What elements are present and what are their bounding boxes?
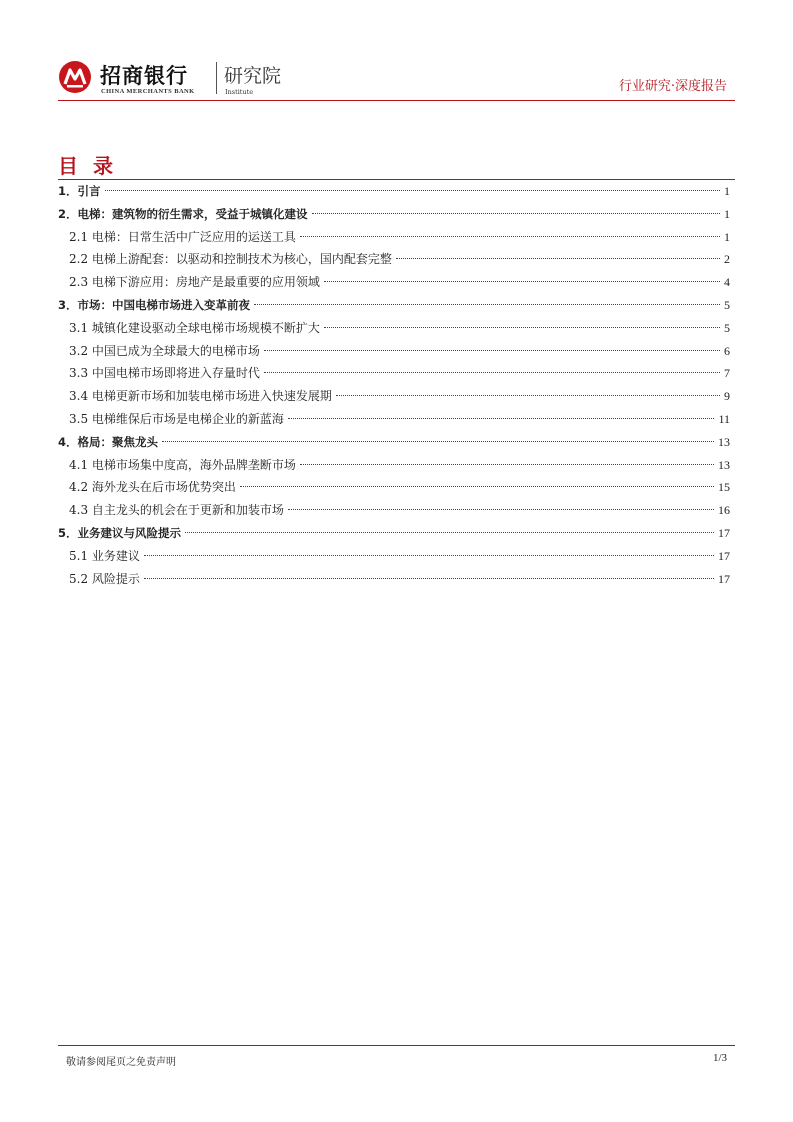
toc-leader-dots [254,304,720,305]
cmb-logo-icon [58,60,92,94]
toc-entry-label: 3.4 电梯更新市场和加装电梯市场进入快速发展期 [69,389,332,404]
toc-entry-label: 4．格局：聚焦龙头 [58,434,159,449]
toc-entry-page: 16 [718,503,730,518]
toc-leader-dots [288,418,715,419]
toc-entry-page: 9 [724,389,730,404]
toc-leader-dots [288,509,714,510]
toc-entry[interactable] [58,226,730,249]
toc-entry-label: 2.1 电梯：日常生活中广泛应用的运送工具 [69,229,296,244]
toc-entry-label: 2.2 电梯上游配套：以驱动和控制技术为核心，国内配套完整 [69,252,392,267]
toc-entry-page: 4 [724,275,730,290]
institute-name-en: Institute [225,88,254,96]
toc-leader-dots [162,441,714,442]
report-type: 行业研究·深度报告 [618,79,727,94]
toc-leader-dots [312,213,721,214]
toc-entry[interactable] [58,545,730,568]
toc-entry[interactable] [58,248,730,271]
toc-leader-dots [396,258,720,259]
toc-entry[interactable] [58,499,730,522]
logo-divider [216,62,217,94]
toc-entry-page: 5 [724,320,730,335]
toc-leader-dots [264,350,720,351]
header-divider [58,100,735,101]
toc-entry-label: 3.5 电梯维保后市场是电梯企业的新蓝海 [69,411,284,426]
toc-entry[interactable] [58,271,730,294]
toc-entry-label: 2．电梯：建筑物的衍生需求，受益于城镇化建设 [58,206,308,221]
footer-disclaimer: 敬请参阅尾页之免责声明 [66,1057,176,1068]
toc-entry-page: 13 [718,434,730,449]
toc-entry-label: 4.2 海外龙头在后市场优势突出 [69,480,236,495]
toc-entry-label: 3.1 城镇化建设驱动全球电梯市场规模不断扩大 [69,320,320,335]
toc-entry-page: 1 [724,206,730,221]
toc-entry-page: 2 [724,252,730,267]
toc-leader-dots [300,236,720,237]
table-of-contents [58,180,730,590]
bank-name-cn: 招商银行 [100,64,188,88]
toc-entry-label: 5.2 风险提示 [69,571,140,586]
toc-entry[interactable] [58,431,730,454]
toc-entry-page: 15 [718,480,730,495]
toc-entry-page: 17 [718,571,730,586]
toc-entry[interactable] [58,522,730,545]
toc-entry-label: 4.3 自主龙头的机会在于更新和加装市场 [69,503,284,518]
toc-leader-dots [336,395,720,396]
toc-leader-dots [300,464,714,465]
bank-name-en: CHINA MERCHANTS BANK [101,88,195,95]
toc-entry-page: 17 [718,525,730,540]
toc-leader-dots [324,281,720,282]
toc-entry-page: 11 [718,411,730,426]
toc-entry-label: 4.1 电梯市场集中度高，海外品牌垄断市场 [69,457,296,472]
toc-leader-dots [144,578,714,579]
toc-leader-dots [240,486,714,487]
toc-entry-label: 3.3 中国电梯市场即将进入存量时代 [69,366,260,381]
toc-entry[interactable] [58,454,730,477]
toc-entry[interactable] [58,294,730,317]
toc-entry-label: 2.3 电梯下游应用：房地产是最重要的应用领域 [69,275,320,290]
toc-entry-label: 3．市场：中国电梯市场进入变革前夜 [58,297,250,312]
toc-entry[interactable] [58,340,730,363]
toc-entry[interactable] [58,408,730,431]
toc-entry[interactable] [58,317,730,340]
toc-entry-label: 5.1 业务建议 [69,548,140,563]
toc-entry-page: 6 [724,343,730,358]
toc-entry-page: 5 [724,297,730,312]
toc-leader-dots [264,372,720,373]
toc-entry-page: 7 [724,366,730,381]
toc-entry[interactable] [58,362,730,385]
bank-logo [58,58,298,100]
toc-leader-dots [185,532,714,533]
toc-entry-page: 1 [724,229,730,244]
toc-entry[interactable] [58,476,730,499]
toc-entry-label: 5．业务建议与风险提示 [58,525,182,540]
page-number: 1/3 [712,1052,727,1064]
toc-entry-label: 1．引言 [58,184,101,198]
toc-entry-page: 17 [718,548,730,563]
toc-entry[interactable] [58,568,730,591]
toc-title: 目 录 [58,154,117,178]
toc-entry-page: 13 [718,457,730,472]
toc-entry-page: 1 [724,184,730,198]
institute-name-cn: 研究院 [224,65,282,87]
toc-leader-dots [144,555,714,556]
footer-divider [58,1045,735,1046]
toc-leader-dots [324,327,720,328]
toc-entry[interactable] [58,180,730,203]
toc-leader-dots [105,190,720,191]
toc-entry[interactable] [58,203,730,226]
toc-entry-label: 3.2 中国已成为全球最大的电梯市场 [69,343,260,358]
toc-entry[interactable] [58,385,730,408]
